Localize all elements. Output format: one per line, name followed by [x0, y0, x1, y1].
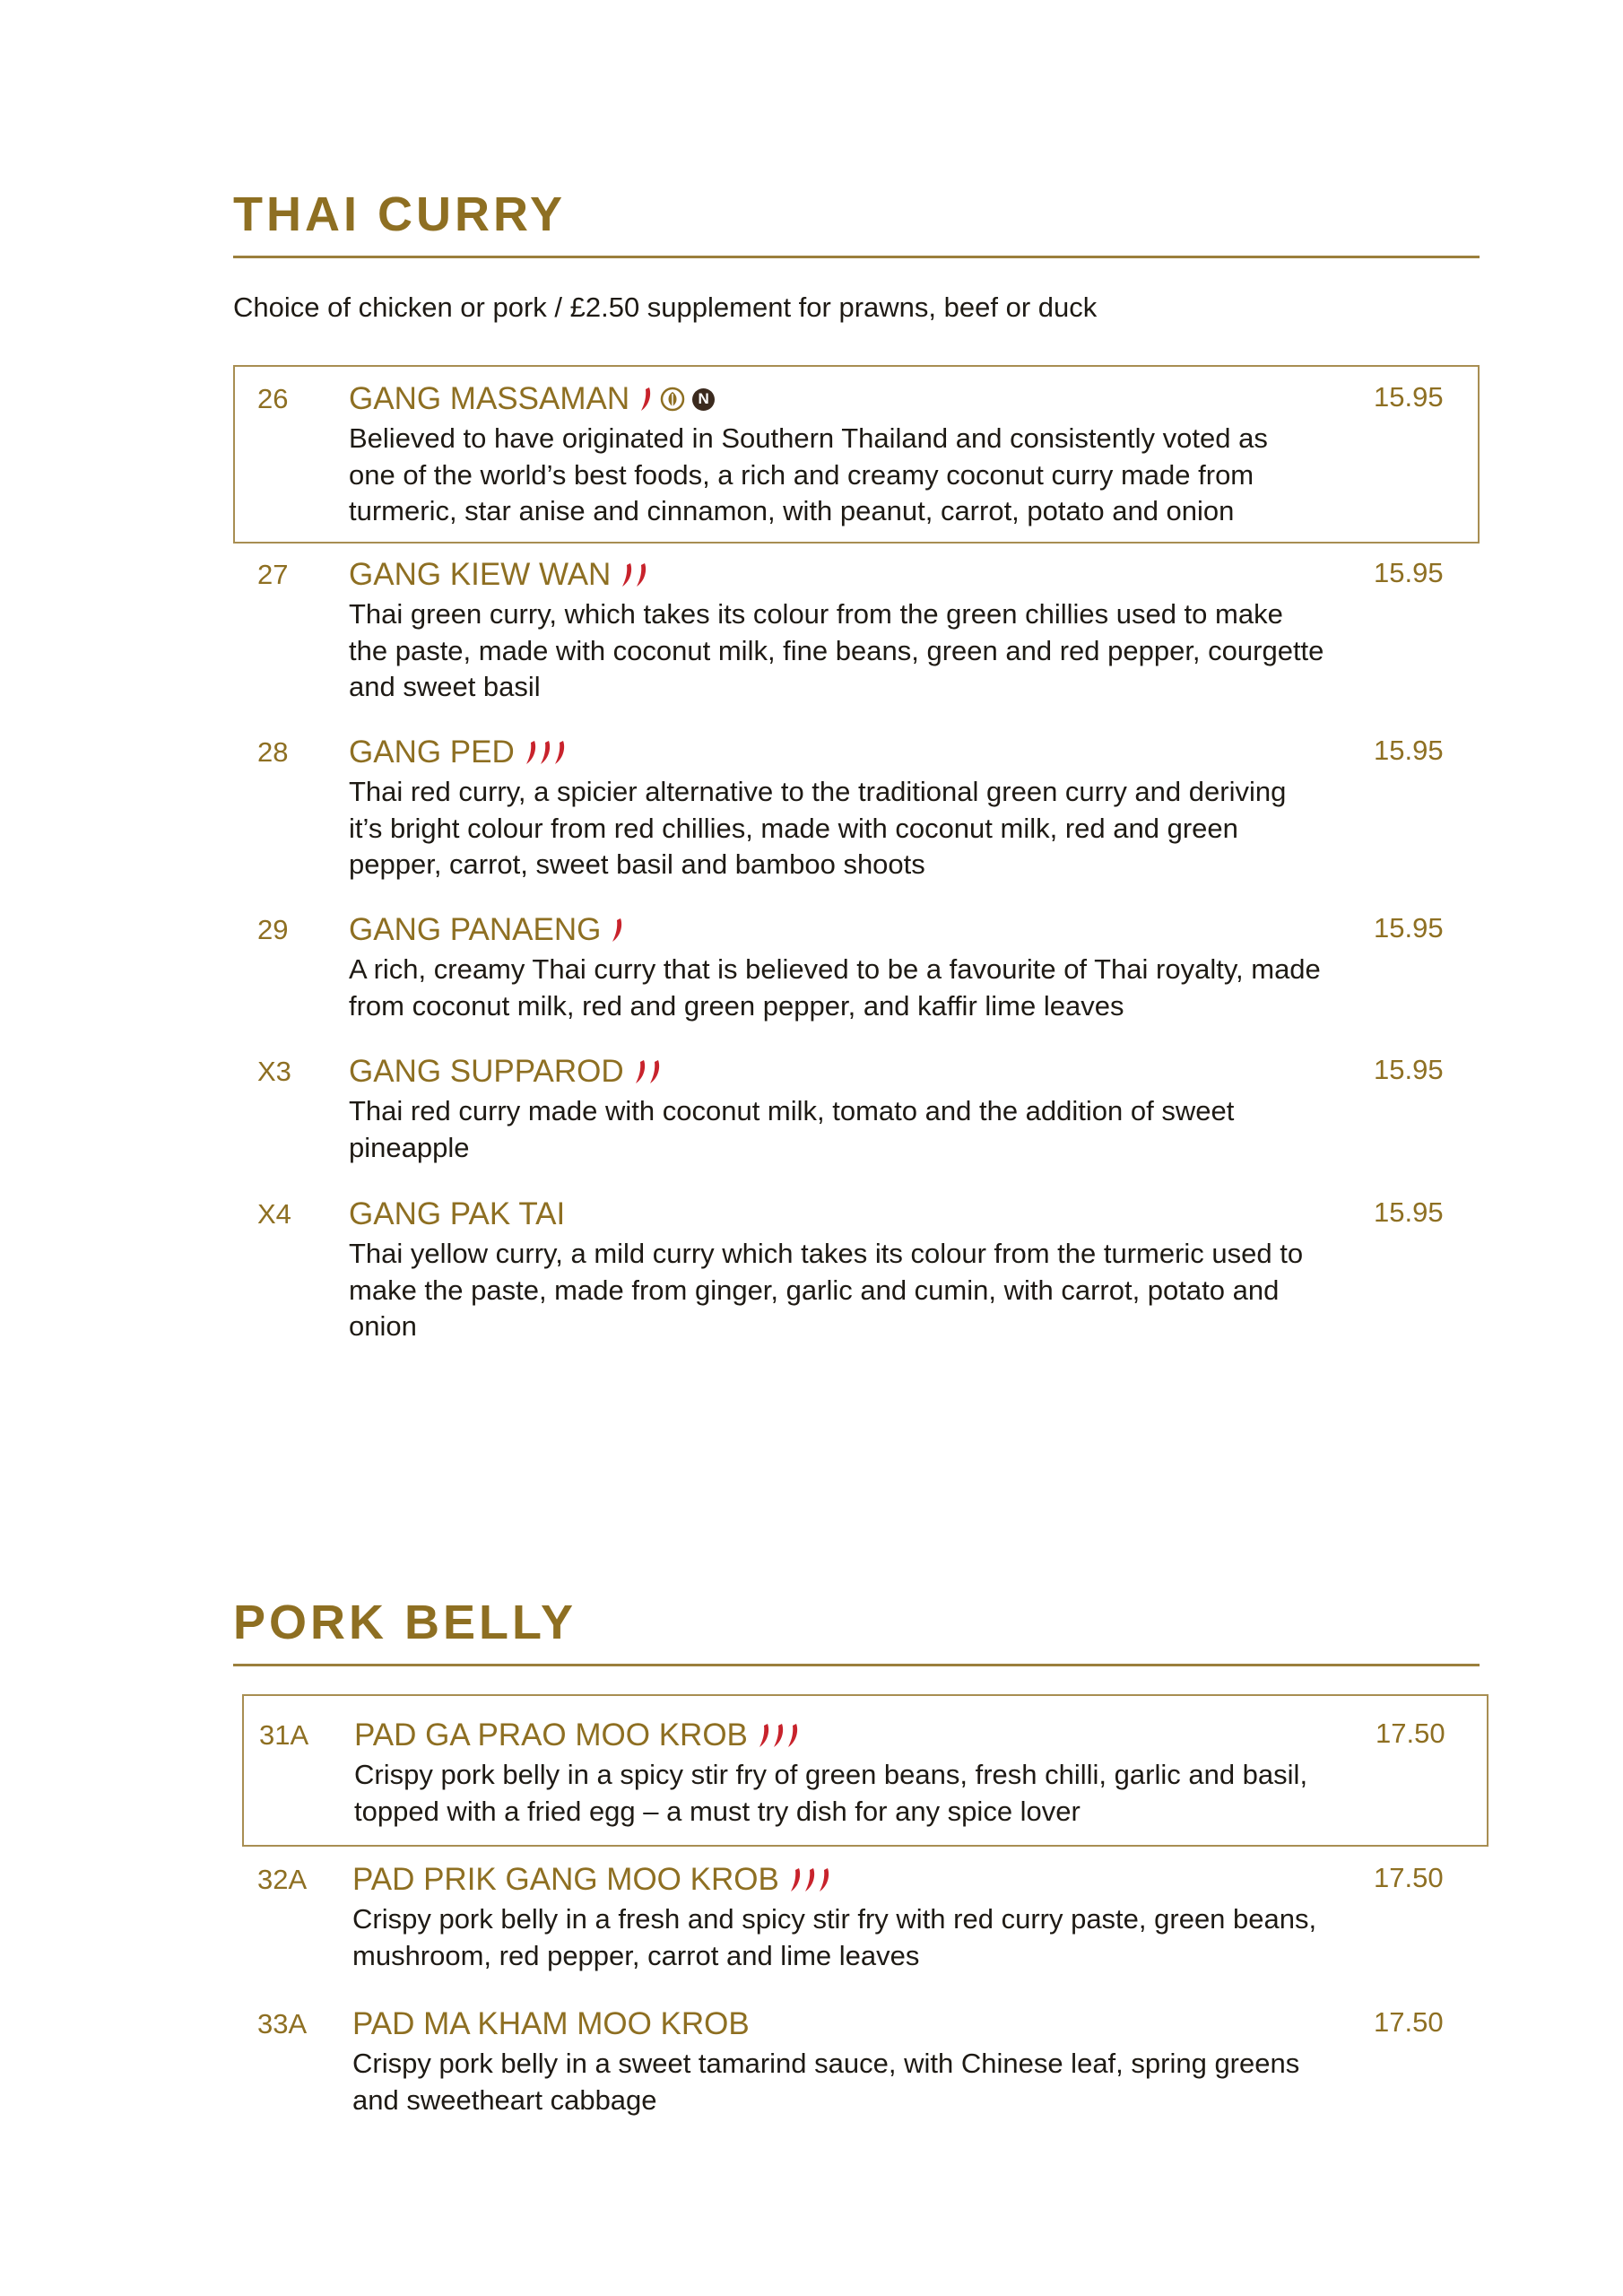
chilli-icon [524, 739, 538, 766]
item-name-row [349, 381, 715, 417]
spice-level [633, 1058, 662, 1085]
section-intro: Choice of chicken or pork / £2.50 supplement for prawns, beef or duck [233, 291, 1098, 323]
item-number: X3 [257, 1056, 291, 1087]
item-price: 17.50 [1376, 1718, 1445, 1749]
item-number: 32A [257, 1864, 308, 1895]
item-price: 17.50 [1374, 1862, 1444, 1893]
item-name-row [352, 1862, 831, 1898]
item-description: Thai yellow curry, a mild curry which takes its colour from the turmeric used to make the paste, made from ginger, garlic and cumin, with carrot, potato and onion [349, 1238, 1304, 1342]
item-name-row [349, 1196, 565, 1232]
spice-level [757, 1722, 800, 1749]
section-title: PORK BELLY [233, 1596, 577, 1649]
item-name: GANG MASSAMAN [349, 381, 630, 416]
section-divider [233, 256, 1480, 258]
item-name: GANG PAK TAI [349, 1196, 566, 1231]
chilli-icon [610, 917, 624, 944]
chilli-icon [771, 1722, 785, 1749]
item-name: PAD PRIK GANG MOO KROB [352, 1862, 779, 1897]
item-number: 33A [257, 2008, 308, 2039]
menu-item[interactable] [233, 1848, 1480, 1991]
item-name-row [349, 912, 624, 948]
item-number: X4 [257, 1198, 291, 1230]
spice-level [620, 561, 648, 588]
menu-item[interactable] [233, 898, 1480, 1037]
menu-item[interactable] [233, 365, 1480, 544]
item-price: 15.95 [1374, 381, 1444, 413]
item-name: GANG KIEW WAN [349, 557, 612, 592]
chilli-icon [785, 1722, 800, 1749]
chilli-icon [633, 1058, 647, 1085]
chilli-icon [647, 1058, 662, 1085]
item-price: 15.95 [1374, 1196, 1444, 1228]
menu-item[interactable] [242, 1694, 1488, 1847]
item-description: Thai red curry made with coconut milk, tomato and the addition of sweet pineapple [349, 1095, 1235, 1163]
item-description: Crispy pork belly in a spicy stir fry of green beans, fresh chilli, garlic and basil, topped with a fried egg – a must try dish for any spice lover [354, 1759, 1308, 1827]
menu-item[interactable] [233, 1182, 1480, 1357]
spice-level [788, 1866, 831, 1893]
item-number: 27 [257, 559, 289, 590]
item-name-row [354, 1718, 800, 1753]
item-name: GANG SUPPAROD [349, 1054, 624, 1089]
item-price: 15.95 [1374, 557, 1444, 588]
item-description: Believed to have originated in Southern Thailand and consistently voted as one of the world’s best foods, a rich and creamy coconut curry made from turmeric, star anise and cinnamon, with peanut, carrot, potato and onion [349, 422, 1268, 526]
menu-item[interactable] [233, 1039, 1480, 1178]
item-description: Thai red curry, a spicier alternative to the traditional green curry and deriving it’s bright colour from red chillies, made with coconut milk, red and green pepper, carrot, sweet basil and bamboo shoots [349, 776, 1287, 880]
item-price: 15.95 [1374, 912, 1444, 944]
item-name-row [352, 2006, 750, 2042]
chilli-icon [620, 561, 634, 588]
spice-level [524, 739, 567, 766]
menu-item[interactable] [233, 720, 1480, 895]
item-name: PAD GA PRAO MOO KROB [354, 1718, 748, 1752]
spice-level [610, 917, 624, 944]
item-description: Thai green curry, which takes its colour from the green chillies used to make the paste, made with coconut milk, fine beans, green and red pepper, courgette and sweet basil [349, 598, 1324, 702]
chilli-icon [538, 739, 552, 766]
item-name-row [349, 735, 567, 770]
nut-allergen-icon: N [692, 388, 715, 411]
item-name: PAD MA KHAM MOO KROB [352, 2006, 750, 2041]
spice-level [638, 386, 653, 413]
item-name-row [349, 1054, 662, 1090]
item-description: A rich, creamy Thai curry that is believed to be a favourite of Thai royalty, made from coconut milk, red and green pepper, and kaffir lime leaves [349, 953, 1321, 1022]
item-price: 17.50 [1374, 2006, 1444, 2038]
chilli-icon [757, 1722, 771, 1749]
item-number: 26 [257, 383, 289, 414]
chilli-icon [638, 386, 653, 413]
section-pork-belly [233, 1587, 1480, 2135]
item-name-row [349, 557, 648, 593]
item-price: 15.95 [1374, 735, 1444, 766]
item-price: 15.95 [1374, 1054, 1444, 1085]
item-number: 31A [259, 1719, 309, 1751]
item-description: Crispy pork belly in a sweet tamarind sauce, with Chinese leaf, spring greens and sweetheart cabbage [352, 2048, 1300, 2116]
item-number: 29 [257, 914, 289, 945]
chilli-icon [552, 739, 567, 766]
section-title: THAI CURRY [233, 187, 566, 241]
item-description: Crispy pork belly in a fresh and spicy stir fry with red curry paste, green beans, mushroom, red pepper, carrot and lime leaves [352, 1903, 1317, 1971]
section-divider [233, 1664, 1480, 1666]
item-name: GANG PED [349, 735, 515, 770]
chilli-icon [788, 1866, 803, 1893]
chilli-icon [803, 1866, 817, 1893]
item-name: GANG PANAENG [349, 912, 602, 947]
vegetarian-option-icon [660, 387, 685, 412]
item-number: 28 [257, 736, 289, 768]
chilli-icon [817, 1866, 831, 1893]
chilli-icon [634, 561, 648, 588]
section-thai-curry [233, 179, 1480, 1372]
menu-item[interactable] [233, 543, 1480, 718]
menu-item[interactable] [233, 1992, 1480, 2135]
